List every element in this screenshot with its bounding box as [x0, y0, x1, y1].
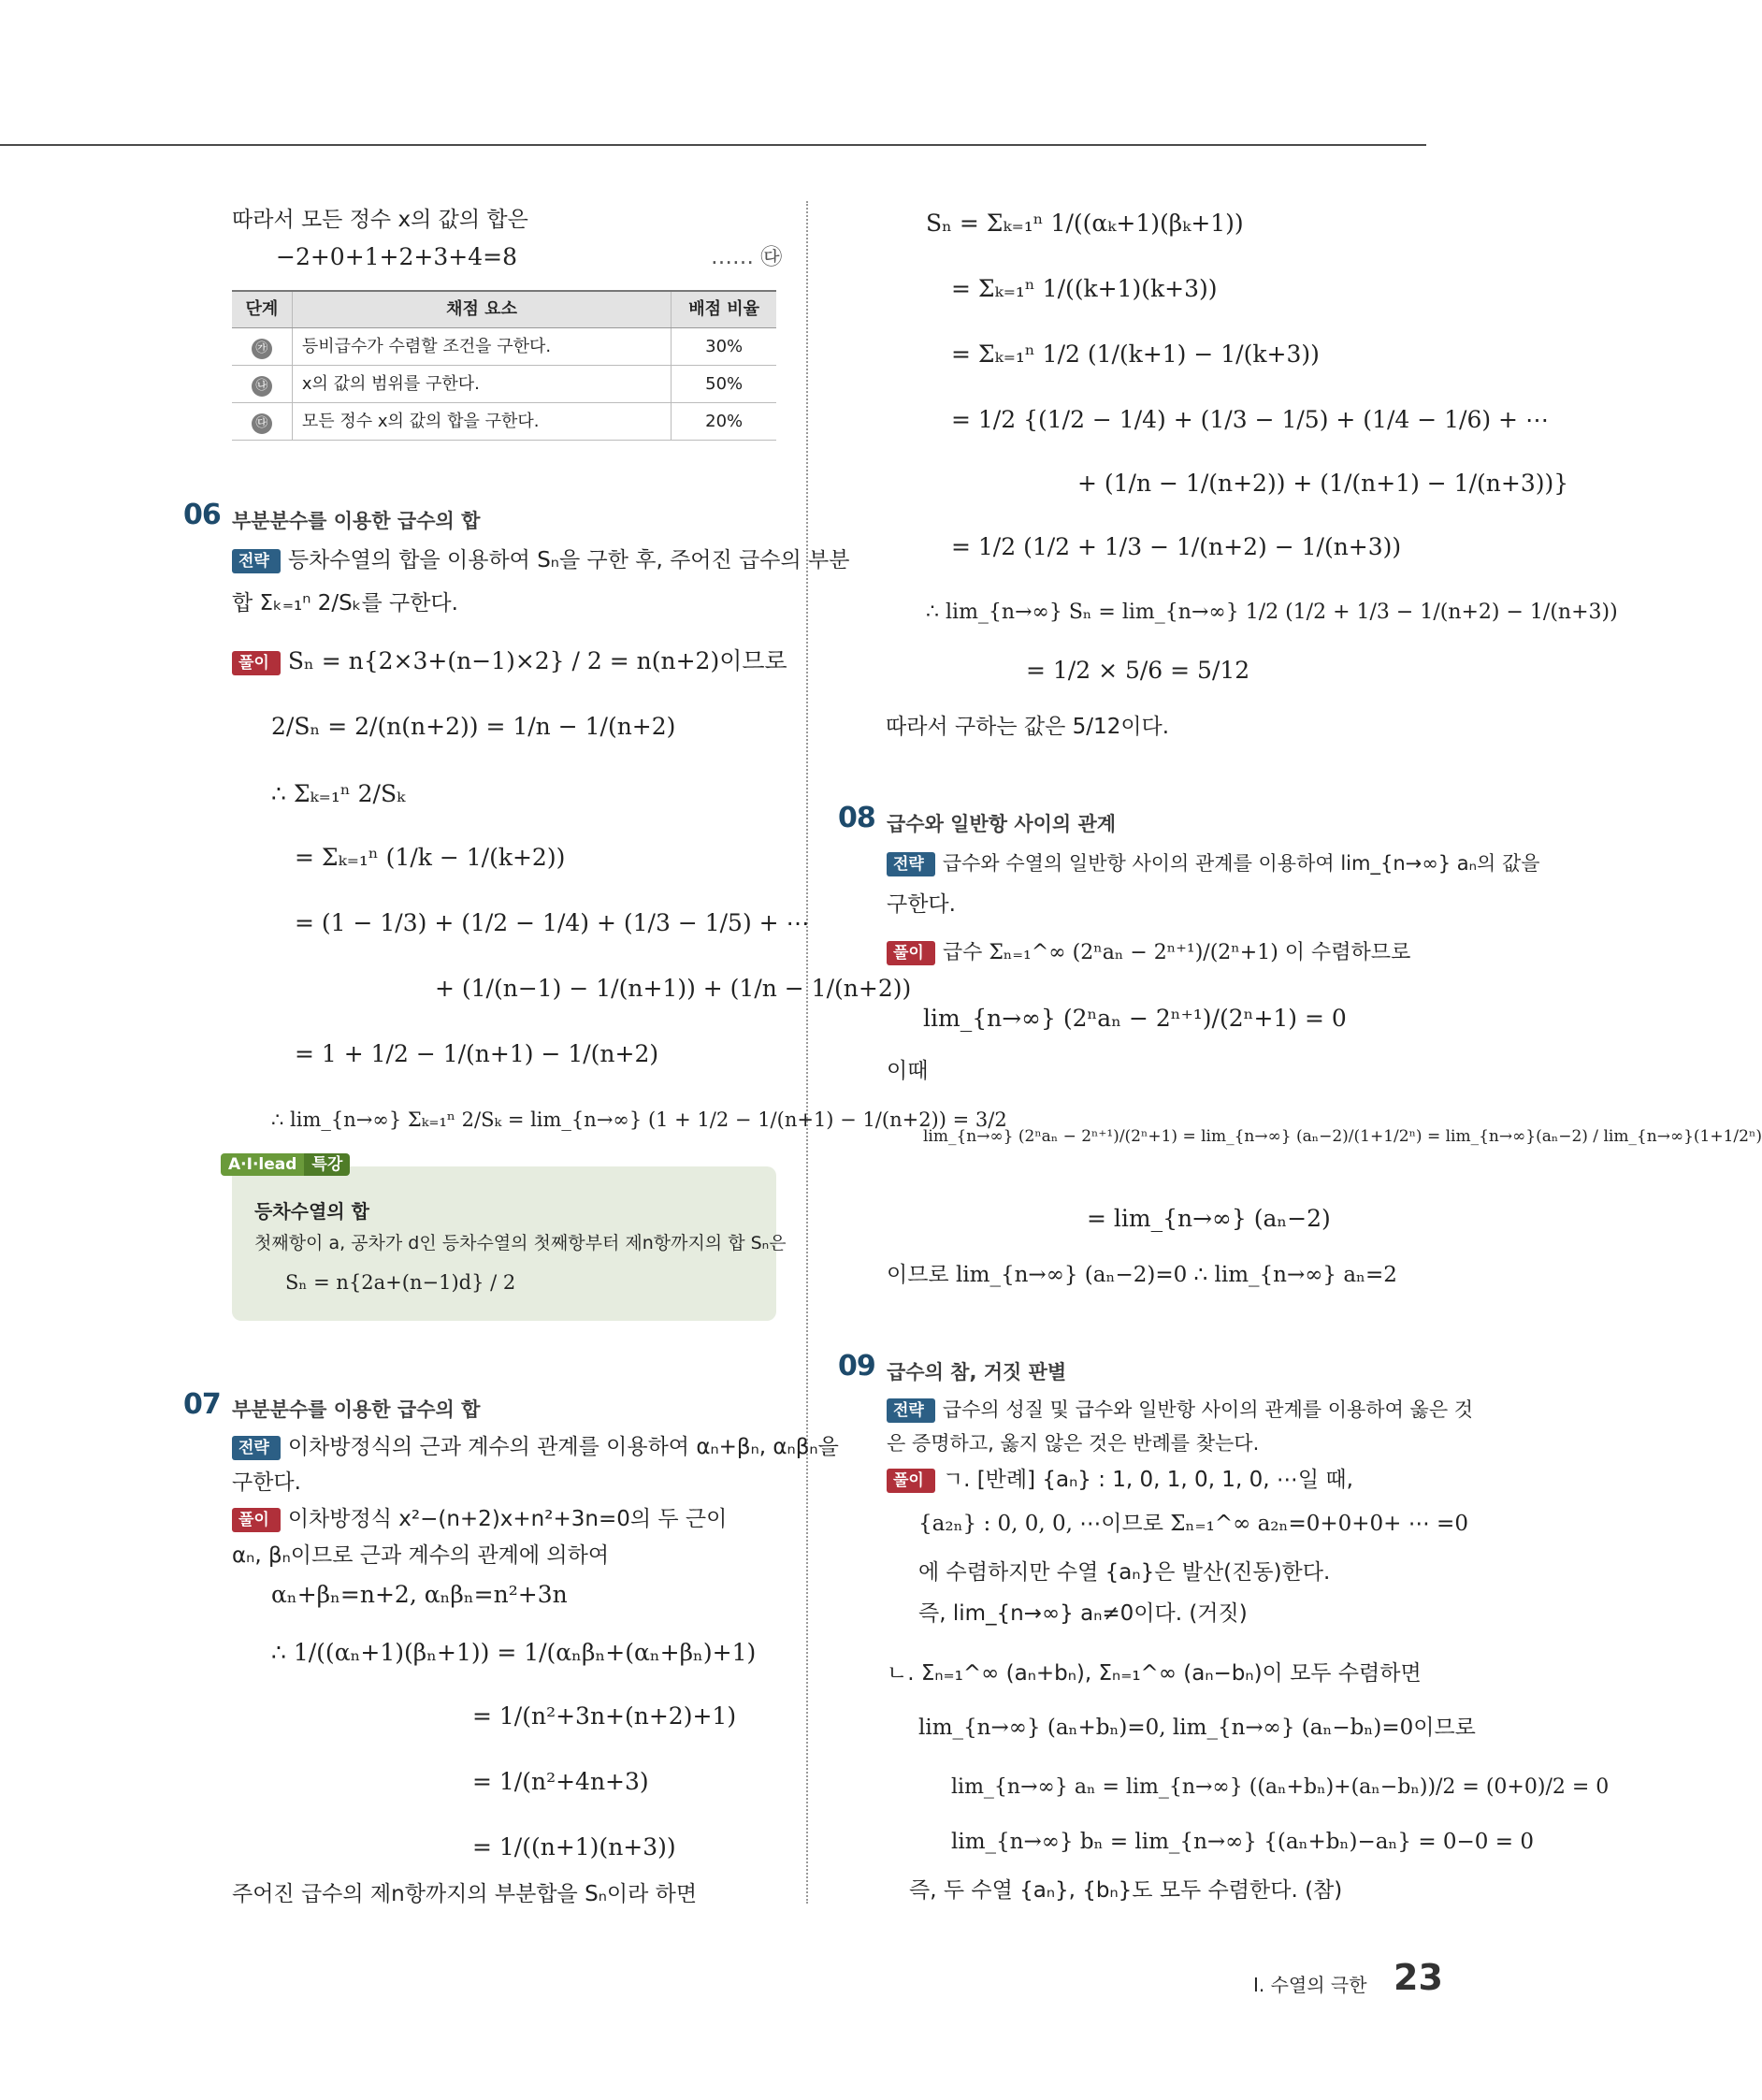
step-badge: ㉯: [252, 376, 272, 397]
q07-title: 부분분수를 이용한 급수의 합: [232, 1398, 481, 1421]
solution-tag: 풀이: [232, 651, 281, 675]
step-badge: ㉰: [252, 413, 272, 434]
q09-strategy-line2: 은 증명하고, 옳지 않은 것은 반례를 찾는다.: [887, 1432, 1260, 1455]
q07-line: ∴ 1/((αₙ+1)(βₙ+1)) = 1/(αₙβₙ+(αₙ+βₙ)+1): [271, 1639, 757, 1666]
solution-tag: 풀이: [887, 1469, 935, 1493]
q06-strategy-line1: 등차수열의 합을 이용하여 Sₙ을 구한 후, 주어진 급수의 부분: [287, 548, 850, 572]
q08-line: lim_{n→∞} (2ⁿaₙ − 2ⁿ⁺¹)/(2ⁿ+1) = 0: [923, 1005, 1347, 1032]
q07-line: 이차방정식 x²−(n+2)x+n²+3n=0의 두 근이: [287, 1507, 728, 1531]
intro-line1: 따라서 모든 정수 x의 값의 합은: [232, 208, 528, 232]
row-ratio: 30%: [672, 328, 776, 366]
q07c-line: 따라서 구하는 값은 5/12이다.: [886, 715, 1170, 739]
tip-tag: [221, 1149, 350, 1180]
q09-line: ㄴ. Σₙ₌₁^∞ (aₙ+bₙ), Σₙ₌₁^∞ (aₙ−bₙ)이 모두 수렴하면: [887, 1661, 1422, 1686]
q09-line: 즉, 두 수열 {aₙ}, {bₙ}도 모두 수렴한다. (참): [909, 1878, 1343, 1903]
q06-line: 2/Sₙ = 2/(n(n+2)) = 1/n − 1/(n+2): [271, 713, 676, 740]
q06-line: ∴ Σₖ₌₁ⁿ 2/Sₖ: [271, 780, 406, 807]
q08-line: 급수 Σₙ₌₁^∞ (2ⁿaₙ − 2ⁿ⁺¹)/(2ⁿ+1) 이 수렴하므로: [942, 941, 1411, 964]
th-ratio: 배점 비율: [672, 291, 776, 328]
table-row: [232, 328, 776, 366]
q07-line: 주어진 급수의 제n항까지의 부분합을 Sₙ이라 하면: [232, 1882, 698, 1906]
row-item: 모든 정수 x의 값의 합을 구한다.: [292, 403, 671, 441]
q09-line: 에 수렴하지만 수열 {aₙ}은 발산(진동)한다.: [918, 1560, 1331, 1585]
page-number: 23: [1394, 1957, 1443, 1998]
q07-line: = 1/(n²+4n+3): [472, 1768, 649, 1795]
solution-tag: 풀이: [887, 941, 935, 965]
table-row: [232, 403, 776, 441]
table-row: [232, 366, 776, 403]
q09-number: 09: [838, 1350, 875, 1383]
q08-strategy-line2: 구한다.: [887, 892, 956, 917]
q06-line: = 1 + 1/2 − 1/(n+1) − 1/(n+2): [295, 1040, 659, 1067]
tip-tag-brand: A·I·lead: [221, 1153, 304, 1176]
q08-title: 급수와 일반항 사이의 관계: [887, 813, 1117, 835]
q08-line: 이므로 lim_{n→∞} (aₙ−2)=0 ∴ lim_{n→∞} aₙ=2: [887, 1263, 1397, 1287]
q07c-line: = 1/2 × 5/6 = 5/12: [1026, 657, 1250, 684]
q07-line: = 1/((n+1)(n+3)): [472, 1833, 676, 1861]
q06-line: + (1/(n−1) − 1/(n+1)) + (1/n − 1/(n+2)): [435, 975, 912, 1002]
q07c-line: ∴ lim_{n→∞} Sₙ = lim_{n→∞} 1/2 (1/2 + 1/3 − 1/(n+2) − 1/(n+3)): [926, 601, 1618, 624]
q06-line: = Σₖ₌₁ⁿ (1/k − 1/(k+2)): [295, 844, 566, 871]
right-column: [806, 0, 1762, 1964]
scoring-table: [232, 290, 776, 441]
solution-tag: 풀이: [232, 1508, 281, 1532]
q06-line: ∴ lim_{n→∞} Σₖ₌₁ⁿ 2/Sₖ = lim_{n→∞} (1 + 1/2 − 1/(n+1) − 1/(n+2)) = 3/2: [271, 1108, 1007, 1131]
q08-line: 이때: [887, 1059, 929, 1083]
tip-heading: 등차수열의 합: [254, 1200, 369, 1223]
intro-mark: …… ㉰: [711, 245, 783, 269]
q08-line: = lim_{n→∞} (aₙ−2): [1087, 1205, 1331, 1232]
q07c-line: = Σₖ₌₁ⁿ 1/((k+1)(k+3)): [951, 275, 1218, 302]
q08-strategy-line1: 급수와 수열의 일반항 사이의 관계를 이용하여 lim_{n→∞} aₙ의 값을: [942, 852, 1540, 875]
step-badge: ㉮: [252, 339, 272, 359]
strategy-tag: 전략: [232, 1436, 281, 1460]
tip-formula: Sₙ = n{2a+(n−1)d} / 2: [285, 1271, 516, 1294]
q09-line: lim_{n→∞} bₙ = lim_{n→∞} {(aₙ+bₙ)−aₙ} = 0−0 = 0: [951, 1830, 1534, 1854]
q07c-line: + (1/n − 1/(n+2)) + (1/(n+1) − 1/(n+3))}: [1077, 470, 1569, 497]
row-item: x의 값의 범위를 구한다.: [292, 366, 671, 403]
q08-line: lim_{n→∞} (2ⁿaₙ − 2ⁿ⁺¹)/(2ⁿ+1) = lim_{n→∞} (aₙ−2)/(1+1/2ⁿ) = lim_{n→∞}(aₙ−2) / lim_{n→∞}(1+1/2ⁿ): [923, 1127, 1762, 1146]
strategy-tag: 전략: [887, 852, 935, 876]
footer-chapter: Ⅰ. 수열의 극한: [1253, 1974, 1367, 1996]
strategy-tag: 전략: [232, 549, 281, 573]
q08-number: 08: [838, 802, 875, 834]
q09-line: ㄱ. [반례] {aₙ} : 1, 0, 1, 0, 1, 0, ⋯일 때,: [942, 1468, 1353, 1492]
q09-title: 급수의 참, 거짓 판별: [887, 1361, 1067, 1383]
q07-strategy-line2: 구한다.: [232, 1470, 301, 1495]
q07-number: 07: [183, 1388, 221, 1421]
row-item: 등비급수가 수렴할 조건을 구한다.: [292, 328, 671, 366]
q07-strategy-line1: 이차방정식의 근과 계수의 관계를 이용하여 αₙ+βₙ, αₙβₙ을: [287, 1435, 839, 1459]
q07c-line: = Σₖ₌₁ⁿ 1/2 (1/(k+1) − 1/(k+3)): [951, 340, 1320, 368]
q07-line: = 1/(n²+3n+(n+2)+1): [472, 1702, 737, 1730]
q06-line: = (1 − 1/3) + (1/2 − 1/4) + (1/3 − 1/5) + ⋯: [295, 909, 810, 936]
q09-strategy-line1: 급수의 성질 및 급수와 일반항 사이의 관계를 이용하여 옳은 것: [942, 1398, 1474, 1421]
row-ratio: 20%: [672, 403, 776, 441]
q09-line: lim_{n→∞} (aₙ+bₙ)=0, lim_{n→∞} (aₙ−bₙ)=0이므로: [918, 1716, 1476, 1740]
q06-title: 부분분수를 이용한 급수의 합: [232, 510, 481, 532]
th-item: 채점 요소: [292, 291, 671, 328]
q07-line: αₙ, βₙ이므로 근과 계수의 관계에 의하여: [232, 1543, 610, 1568]
q07c-line: = 1/2 {(1/2 − 1/4) + (1/3 − 1/5) + (1/4 − 1/6) + ⋯: [951, 406, 1549, 433]
q09-line: {a₂ₙ} : 0, 0, 0, ⋯이므로 Σₙ₌₁^∞ a₂ₙ=0+0+0+ ⋯ =0: [918, 1512, 1468, 1536]
q09-line: 즉, lim_{n→∞} aₙ≠0이다. (거짓): [918, 1601, 1248, 1626]
strategy-tag: 전략: [887, 1398, 935, 1423]
th-step: 단계: [232, 291, 292, 328]
tip-body: 첫째항이 a, 공차가 d인 등차수열의 첫째항부터 제n항까지의 합 Sₙ은: [254, 1233, 787, 1253]
row-ratio: 50%: [672, 366, 776, 403]
tip-tag-label: 특강: [304, 1153, 350, 1176]
intro-line2: −2+0+1+2+3+4=8: [276, 243, 517, 270]
q09-line: lim_{n→∞} aₙ = lim_{n→∞} ((aₙ+bₙ)+(aₙ−bₙ))/2 = (0+0)/2 = 0: [951, 1775, 1610, 1799]
q06-strategy-line2: 합 Σₖ₌₁ⁿ 2/Sₖ를 구한다.: [232, 591, 458, 616]
q07c-line: = 1/2 (1/2 + 1/3 − 1/(n+2) − 1/(n+3)): [951, 533, 1402, 560]
q06-line: Sₙ = n{2×3+(n−1)×2} / 2 = n(n+2)이므로: [287, 647, 787, 674]
q07-line: αₙ+βₙ=n+2, αₙβₙ=n²+3n: [271, 1581, 568, 1608]
q07c-line: Sₙ = Σₖ₌₁ⁿ 1/((αₖ+1)(βₖ+1)): [926, 210, 1244, 237]
q06-number: 06: [183, 499, 221, 531]
